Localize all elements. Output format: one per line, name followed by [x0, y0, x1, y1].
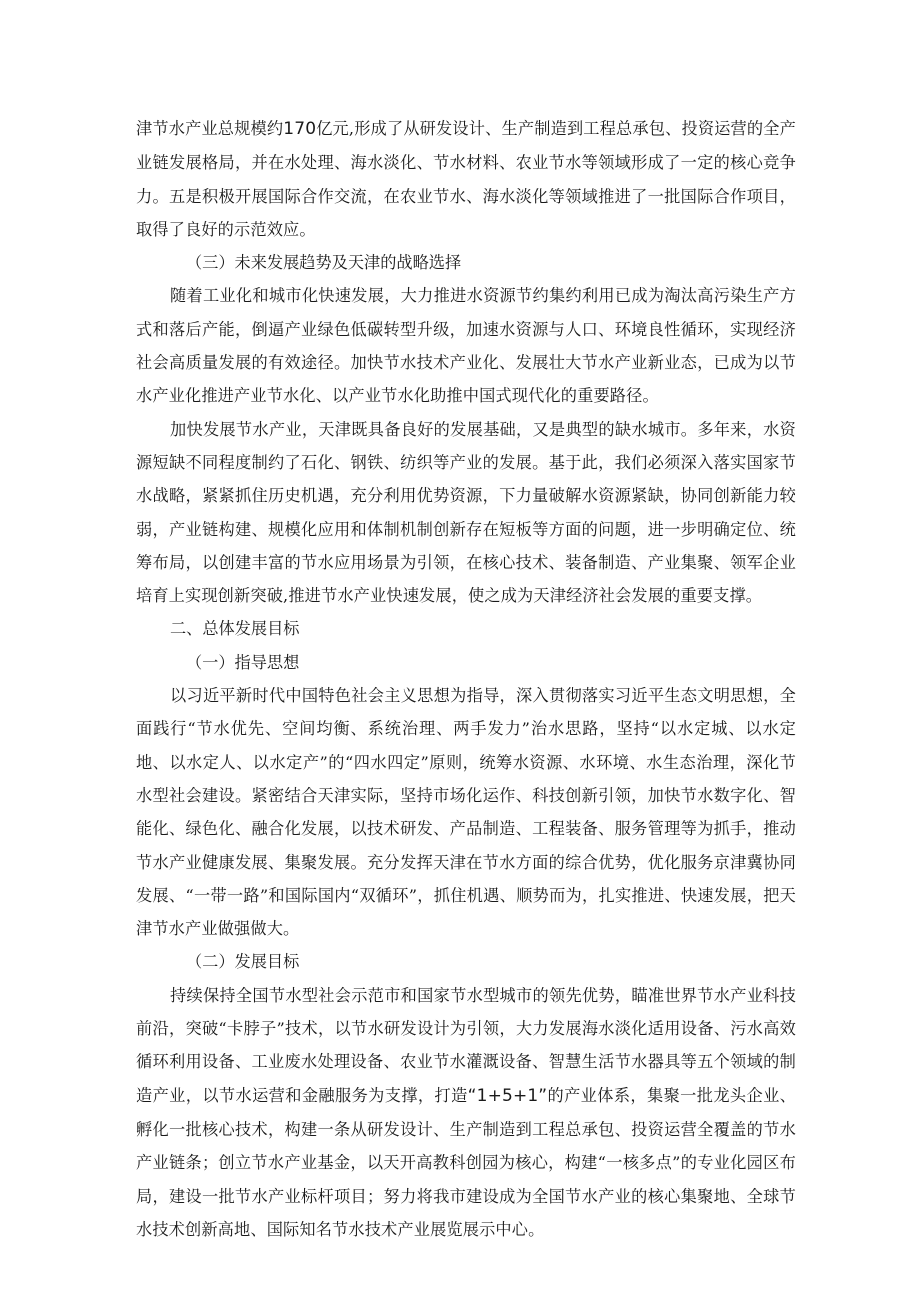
section-heading-development-goals: （二）发展目标 [186, 952, 300, 972]
paragraph-tianjin-basis: 加快发展节水产业，天津既具备良好的发展基础，又是典型的缺水城市。多年来，水资源短缺不同程度制约了石化、钢铁、纺织等产业的发展。基于此，我们必须深入落实国家节水战略，紧紧抓住历史机遇，充分利用优势资源，下力量破解水资源紧缺，协同创新能力较弱，产业链构建、规模化应用和体制机制创新存在短板等方面的问题，进一步明确定位、统筹布局，以创建丰富的节水应用场景为引领，在核心技术、装备制造、产业集聚、领军企业培育上实现创新突破,推进节水产业快速发展，使之成为天津经济社会发展的重要支撑。 [136, 419, 796, 606]
document-page [136, 112, 796, 1246]
paragraph-text: 津节水产业总规模约 [136, 119, 284, 138]
paragraph-number: “1+5+1” [467, 1085, 548, 1106]
paragraph-number: 170 [283, 119, 317, 139]
section-heading-future-trends: （三）未来发展趋势及天津的战略选择 [186, 253, 462, 273]
paragraph-text: 持续保持全国节水型社会示范市和国家节水型城市的领先优势，瞄准世界节水产业科技前沿，突破“卡脖子”技术，以节水研发设计为引领，大力发展海水淡化适用设备、污水高效循环利用设备、工业废水处理设备、农业节水灌溉设备、智慧生活节水器具等五个领域的制造产业，以节水运营和金融服务为支撑，打造 [136, 985, 796, 1105]
paragraph-development-trend: 随着工业化和城市化快速发展，大力推进水资源节约集约利用已成为淘汰高污染生产方式和落后产能，倒逼产业绿色低碳转型升级，加速水资源与人口、环境良性循环，实现经济社会高质量发展的有效途径。加快节水技术产业化、发展壮大节水产业新业态，已成为以节水产业化推进产业节水化、以产业节水化助推中国式现代化的重要路径。 [136, 286, 796, 406]
section-heading-guiding-ideology: （一）指导思想 [186, 652, 300, 672]
paragraph-text: 的产业体系，集聚一批龙头企业、孵化一批核心技术，构建一条从研发设计、生产制造到工程总承包、投资运营全覆盖的节水产业链条；创立节水产业基金，以天开高教科创园为核心，构建“一核多点”的专业化园区布局，建设一批节水产业标杆项目；努力将我市建设成为全国节水产业的核心集聚地、全球节水技术创新高地、国际知名节水技术产业展览展示中心。 [136, 1085, 797, 1239]
section-heading-overall-goals: 二、总体发展目标 [170, 619, 300, 639]
paragraph-development-goals [136, 979, 796, 1246]
paragraph-continuation [136, 112, 796, 246]
paragraph-guiding-ideology: 以习近平新时代中国特色社会主义思想为指导，深入贯彻落实习近平生态文明思想，全面践行“节水优先、空间均衡、系统治理、两手发力”治水思路，坚持“以水定城、以水定地、以水定人、以水定产”的“四水四定”原则，统筹水资源、水环境、水生态治理，深化节水型社会建设。紧密结合天津实际，坚持市场化运作、科技创新引领，加快节水数字化、智能化、绿色化、融合化发展，以技术研发、产品制造、工程装备、服务管理等为抓手，推动节水产业健康发展、集聚发展。充分发挥天津在节水方面的综合优势，优化服务京津冀协同发展、“一带一路”和国际国内“双循环”，抓住机遇、顺势而为，扎实推进、快速发展，把天津节水产业做强做大。 [136, 686, 796, 939]
paragraph-text: 亿元,形成了从研发设计、生产制造到工程总承包、投资运营的全产业链发展格局，并在水处理、海水淡化、节水材料、农业节水等领域形成了一定的核心竞争力。五是积极开展国际合作交流，在农业节水、海水淡化等领域推进了一批国际合作项目，取得了良好的示范效应。 [136, 119, 796, 239]
